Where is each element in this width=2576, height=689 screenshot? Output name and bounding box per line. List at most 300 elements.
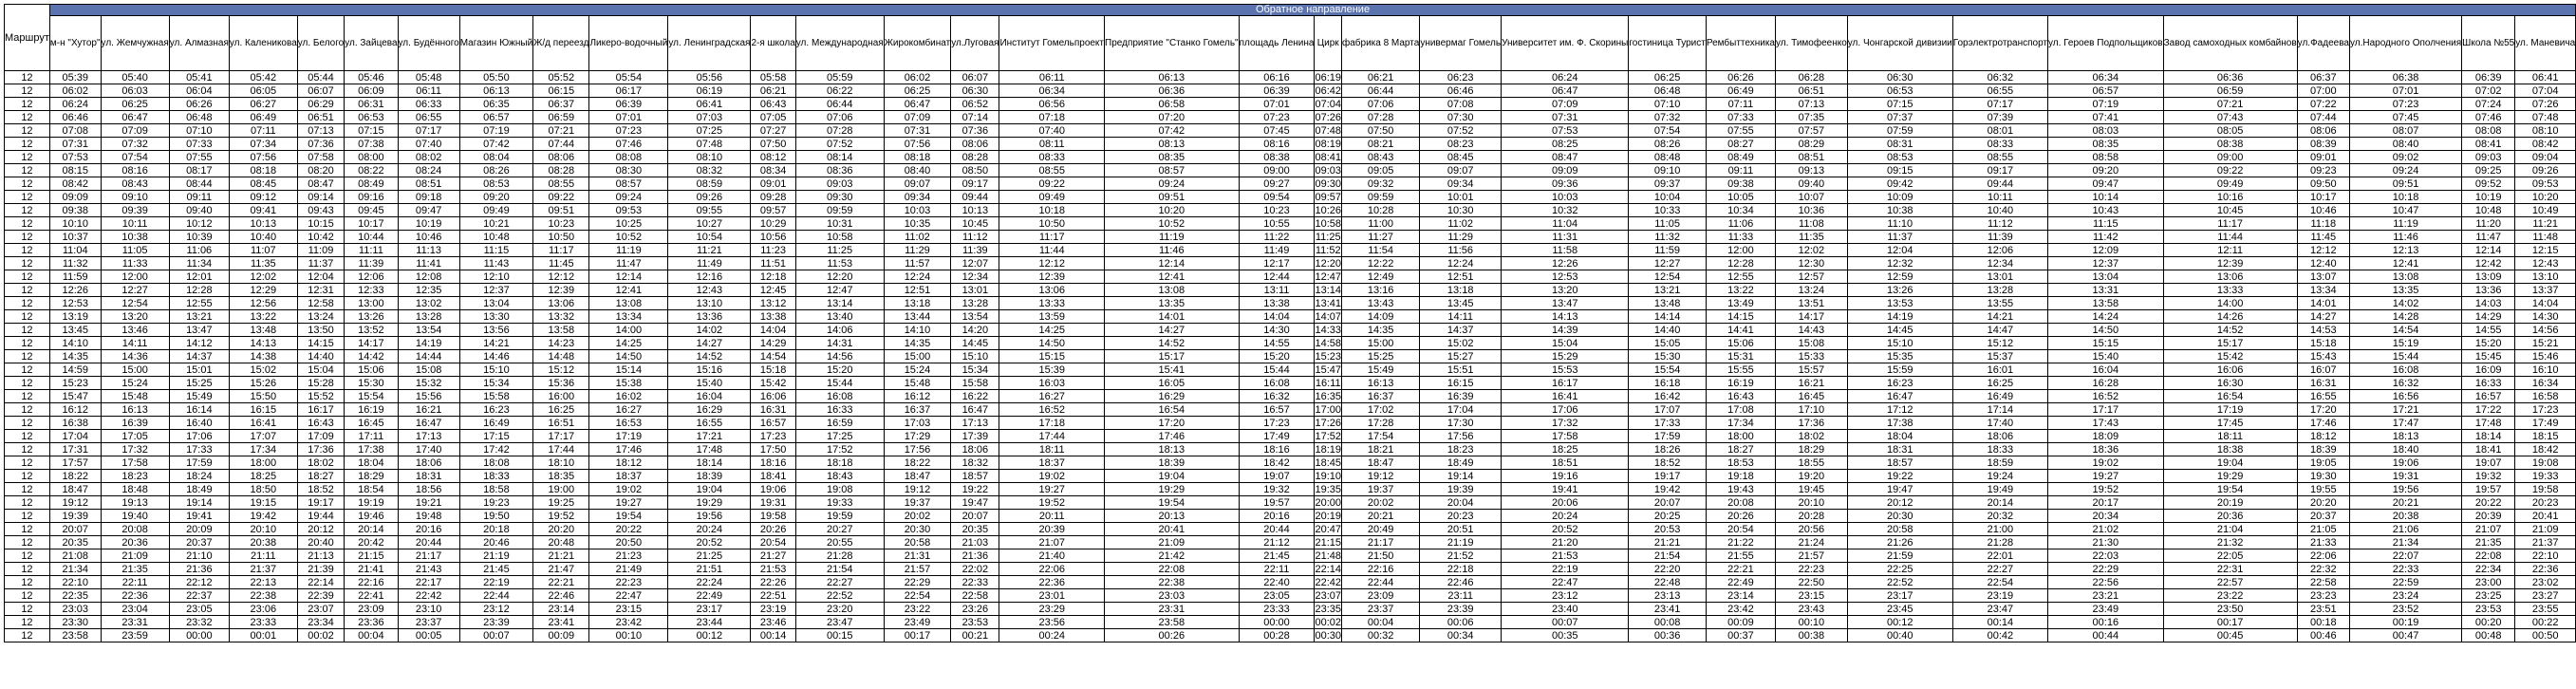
time-cell: 18:06 (951, 443, 999, 456)
time-cell: 06:32 (1952, 71, 2047, 84)
time-cell: 11:21 (668, 244, 751, 257)
time-cell: 06:19 (668, 84, 751, 98)
time-cell: 06:37 (533, 98, 589, 111)
time-cell: 13:52 (345, 324, 398, 337)
time-cell: 08:59 (668, 177, 751, 191)
time-cell: 15:57 (1775, 363, 1847, 377)
time-cell: 11:18 (2297, 217, 2349, 231)
time-cell: 17:57 (49, 456, 101, 470)
time-cell: 19:02 (999, 470, 1105, 483)
time-cell: 15:10 (1847, 337, 1952, 350)
table-row (5, 576, 2576, 589)
time-cell: 22:19 (1502, 563, 1629, 576)
time-cell: 16:00 (533, 390, 589, 403)
time-cell: 20:20 (533, 523, 589, 536)
time-cell: 21:12 (1239, 536, 1315, 549)
time-cell: 20:47 (1315, 523, 1341, 535)
time-cell: 14:37 (1420, 324, 1502, 337)
time-cell: 00:09 (1706, 616, 1775, 629)
time-cell: 20:30 (884, 523, 951, 536)
time-cell: 00:12 (668, 629, 751, 642)
time-cell: 08:33 (999, 151, 1105, 164)
time-cell: 06:39 (2462, 71, 2515, 84)
time-cell: 19:07 (1239, 470, 1315, 483)
time-cell: 13:21 (169, 310, 229, 324)
time-cell: 15:05 (1629, 337, 1707, 350)
time-cell: 23:00 (2462, 576, 2515, 589)
table-row (5, 363, 2576, 377)
time-cell: 12:24 (1420, 257, 1502, 270)
time-cell: 00:44 (2048, 629, 2164, 642)
time-cell: 12:54 (101, 297, 169, 310)
time-cell: 07:25 (668, 124, 751, 138)
time-cell: 14:54 (751, 350, 795, 363)
time-cell: 06:57 (459, 111, 532, 124)
time-cell: 12:02 (1775, 244, 1847, 257)
time-cell: 07:30 (1420, 111, 1502, 124)
stop-header: Жирокомбинат (884, 16, 951, 71)
time-cell: 11:10 (1847, 217, 1952, 231)
time-cell: 14:47 (1952, 324, 2047, 337)
time-cell: 06:07 (951, 71, 999, 84)
time-cell: 21:36 (169, 563, 229, 576)
time-cell: 17:03 (884, 417, 951, 430)
time-cell: 18:02 (1775, 430, 1847, 443)
time-cell: 00:19 (2349, 616, 2461, 629)
time-cell: 00:28 (1239, 629, 1315, 642)
time-cell: 07:46 (589, 138, 668, 151)
time-cell: 17:11 (345, 430, 398, 443)
time-cell: 15:40 (2048, 350, 2164, 363)
time-cell: 13:34 (589, 310, 668, 324)
time-cell: 11:43 (459, 257, 532, 270)
time-cell: 16:57 (751, 417, 795, 430)
time-cell: 06:48 (169, 111, 229, 124)
time-cell: 09:05 (1341, 164, 1419, 177)
time-cell: 17:26 (1315, 417, 1341, 429)
table-row (5, 124, 2576, 138)
time-cell: 09:09 (49, 191, 101, 204)
time-cell: 17:47 (2349, 417, 2461, 430)
stop-header: ул.Народного Ополчения (2349, 16, 2461, 71)
time-cell: 17:50 (751, 443, 795, 456)
time-cell: 23:40 (1502, 603, 1629, 616)
time-cell: 20:38 (2349, 510, 2461, 523)
time-cell: 13:35 (2349, 284, 2461, 297)
time-cell: 22:07 (2349, 549, 2461, 563)
time-cell: 14:50 (999, 337, 1105, 350)
time-cell: 17:29 (884, 430, 951, 443)
time-cell: 07:46 (2462, 111, 2515, 124)
time-cell: 18:39 (2297, 443, 2349, 456)
time-cell: 19:32 (2462, 470, 2515, 483)
time-cell: 15:04 (1502, 337, 1629, 350)
time-cell: 11:35 (1775, 231, 1847, 244)
time-cell: 08:20 (297, 164, 344, 177)
timetable (4, 4, 2576, 642)
time-cell: 00:30 (1315, 629, 1341, 642)
time-cell: 10:01 (1420, 191, 1502, 204)
time-cell: 20:54 (1706, 523, 1775, 536)
stop-header: ул. Белого (297, 16, 344, 71)
time-cell: 19:31 (751, 496, 795, 510)
time-cell: 17:13 (398, 430, 459, 443)
time-cell: 19:02 (589, 483, 668, 496)
time-cell: 13:12 (751, 297, 795, 310)
time-cell: 07:26 (2515, 98, 2576, 111)
table-row (5, 510, 2576, 523)
route-number-cell: 12 (5, 510, 50, 523)
time-cell: 13:46 (101, 324, 169, 337)
time-cell: 16:03 (999, 377, 1105, 390)
time-cell: 10:32 (1502, 204, 1629, 217)
route-number-cell: 12 (5, 164, 50, 177)
time-cell: 14:11 (101, 337, 169, 350)
time-cell: 17:46 (1105, 430, 1240, 443)
time-cell: 00:48 (2462, 629, 2515, 642)
time-cell: 21:27 (751, 549, 795, 563)
time-cell: 12:39 (533, 284, 589, 297)
time-cell: 10:46 (2297, 204, 2349, 217)
time-cell: 21:09 (101, 549, 169, 563)
time-cell: 09:20 (2048, 164, 2164, 177)
time-cell: 21:36 (951, 549, 999, 563)
time-cell: 22:57 (2163, 576, 2297, 589)
time-cell: 23:22 (2163, 589, 2297, 603)
time-cell: 15:02 (229, 363, 297, 377)
timetable-body (5, 71, 2576, 642)
time-cell: 16:56 (2349, 390, 2461, 403)
table-row (5, 589, 2576, 603)
time-cell: 16:31 (2297, 377, 2349, 390)
time-cell: 08:51 (1775, 151, 1847, 164)
time-cell: 20:52 (1502, 523, 1629, 536)
time-cell: 11:54 (1341, 244, 1419, 257)
time-cell: 13:43 (1341, 297, 1419, 310)
time-cell: 13:56 (459, 324, 532, 337)
time-cell: 19:44 (297, 510, 344, 523)
time-cell: 18:59 (1952, 456, 2047, 470)
time-cell: 21:25 (668, 549, 751, 563)
time-cell: 00:24 (999, 629, 1105, 642)
time-cell: 21:53 (751, 563, 795, 576)
time-cell: 07:18 (999, 111, 1105, 124)
time-cell: 16:55 (668, 417, 751, 430)
time-cell: 11:27 (1341, 231, 1419, 244)
time-cell: 05:50 (459, 71, 532, 84)
time-cell: 08:50 (951, 164, 999, 177)
time-cell: 06:30 (1847, 71, 1952, 84)
time-cell: 14:48 (533, 350, 589, 363)
time-cell: 09:27 (1239, 177, 1315, 191)
time-cell: 10:58 (795, 231, 884, 244)
time-cell: 21:20 (1502, 536, 1629, 549)
route-number-cell: 12 (5, 589, 50, 603)
time-cell: 20:00 (1315, 496, 1341, 509)
time-cell: 19:52 (533, 510, 589, 523)
time-cell: 19:29 (1105, 483, 1240, 496)
time-cell: 18:13 (1105, 443, 1240, 456)
time-cell: 15:15 (2048, 337, 2164, 350)
route-number-cell: 12 (5, 191, 50, 204)
time-cell: 16:52 (999, 403, 1105, 417)
time-cell: 00:18 (2297, 616, 2349, 629)
time-cell: 15:31 (1706, 350, 1775, 363)
time-cell: 07:45 (1239, 124, 1315, 138)
time-cell: 11:46 (1105, 244, 1240, 257)
time-cell: 22:27 (795, 576, 884, 589)
time-cell: 19:37 (884, 496, 951, 510)
time-cell: 09:57 (1315, 191, 1341, 203)
time-cell: 00:46 (2297, 629, 2349, 642)
time-cell: 20:44 (398, 536, 459, 549)
route-number-cell: 12 (5, 576, 50, 589)
route-number-cell: 12 (5, 231, 50, 244)
time-cell: 21:52 (1420, 549, 1502, 563)
time-cell: 15:27 (1420, 350, 1502, 363)
time-cell: 08:27 (1706, 138, 1775, 151)
time-cell: 16:55 (2297, 390, 2349, 403)
time-cell: 19:50 (459, 510, 532, 523)
time-cell: 08:51 (398, 177, 459, 191)
time-cell: 11:17 (533, 244, 589, 257)
time-cell: 08:10 (668, 151, 751, 164)
time-cell: 20:04 (1420, 496, 1502, 510)
table-row (5, 549, 2576, 563)
time-cell: 17:13 (951, 417, 999, 430)
time-cell: 12:20 (795, 270, 884, 284)
time-cell: 17:10 (1775, 403, 1847, 417)
time-cell: 22:39 (297, 589, 344, 603)
time-cell: 10:40 (1952, 204, 2047, 217)
time-cell: 15:47 (49, 390, 101, 403)
time-cell: 16:11 (1315, 377, 1341, 389)
time-cell: 14:07 (1315, 310, 1341, 323)
time-cell: 23:29 (999, 603, 1105, 616)
time-cell: 11:06 (169, 244, 229, 257)
time-cell: 18:09 (2048, 430, 2164, 443)
time-cell: 19:22 (1847, 470, 1952, 483)
time-cell: 10:13 (229, 217, 297, 231)
time-cell: 12:37 (2048, 257, 2164, 270)
time-cell: 06:25 (101, 98, 169, 111)
time-cell: 16:38 (49, 417, 101, 430)
time-cell: 15:08 (1775, 337, 1847, 350)
time-cell: 14:26 (2163, 310, 2297, 324)
table-row (5, 297, 2576, 310)
table-row (5, 98, 2576, 111)
time-cell: 10:03 (1502, 191, 1629, 204)
time-cell: 19:24 (1952, 470, 2047, 483)
table-row (5, 204, 2576, 217)
time-cell: 23:47 (1952, 603, 2047, 616)
time-cell: 22:42 (398, 589, 459, 603)
time-cell: 18:39 (668, 470, 751, 483)
time-cell: 17:09 (297, 430, 344, 443)
time-cell: 22:24 (668, 576, 751, 589)
time-cell: 08:45 (1420, 151, 1502, 164)
time-cell: 11:32 (49, 257, 101, 270)
time-cell: 19:56 (2349, 483, 2461, 496)
time-cell: 15:00 (101, 363, 169, 377)
time-cell: 09:07 (884, 177, 951, 191)
time-cell: 16:23 (1847, 377, 1952, 390)
time-cell: 12:27 (101, 284, 169, 297)
time-cell: 23:59 (101, 629, 169, 642)
time-cell: 19:47 (1847, 483, 1952, 496)
time-cell: 00:26 (1105, 629, 1240, 642)
time-cell: 06:17 (589, 84, 668, 98)
route-column-header: Маршрут (5, 5, 50, 71)
time-cell: 08:57 (589, 177, 668, 191)
time-cell: 15:35 (1847, 350, 1952, 363)
time-cell: 18:02 (297, 456, 344, 470)
time-cell: 22:46 (533, 589, 589, 603)
time-cell: 20:46 (459, 536, 532, 549)
time-cell: 23:14 (533, 603, 589, 616)
time-cell: 12:47 (1315, 270, 1341, 283)
time-cell: 13:07 (2297, 270, 2349, 284)
time-cell: 11:46 (2349, 231, 2461, 244)
time-cell: 15:01 (169, 363, 229, 377)
time-cell: 19:10 (1315, 470, 1341, 482)
time-cell: 21:21 (1629, 536, 1707, 549)
time-cell: 00:02 (297, 629, 344, 642)
time-cell: 10:14 (2048, 191, 2164, 204)
time-cell: 18:51 (1502, 456, 1629, 470)
time-cell: 21:17 (1341, 536, 1419, 549)
time-cell: 09:22 (2163, 164, 2297, 177)
stop-header: 2-я школа (751, 16, 795, 71)
time-cell: 06:13 (1105, 71, 1240, 84)
time-cell: 10:31 (795, 217, 884, 231)
time-cell: 08:43 (1341, 151, 1419, 164)
time-cell: 10:17 (2297, 191, 2349, 204)
time-cell: 12:56 (229, 297, 297, 310)
time-cell: 12:54 (1629, 270, 1707, 284)
time-cell: 07:41 (2048, 111, 2164, 124)
time-cell: 09:22 (533, 191, 589, 204)
time-cell: 13:10 (668, 297, 751, 310)
time-cell: 16:21 (398, 403, 459, 417)
time-cell: 06:04 (169, 84, 229, 98)
time-cell: 05:58 (751, 71, 795, 84)
time-cell: 17:36 (297, 443, 344, 456)
time-cell: 13:22 (229, 310, 297, 324)
time-cell: 15:29 (1502, 350, 1629, 363)
time-cell: 22:14 (297, 576, 344, 589)
time-cell: 16:41 (1502, 390, 1629, 403)
time-cell: 09:30 (795, 191, 884, 204)
time-cell: 23:31 (101, 616, 169, 629)
time-cell: 11:20 (2462, 217, 2515, 231)
time-cell: 13:26 (1847, 284, 1952, 297)
time-cell: 13:48 (1629, 297, 1707, 310)
time-cell: 14:04 (751, 324, 795, 337)
time-cell: 16:14 (169, 403, 229, 417)
time-cell: 21:49 (589, 563, 668, 576)
time-cell: 17:34 (1706, 417, 1775, 430)
time-cell: 21:40 (999, 549, 1105, 563)
time-cell: 07:19 (459, 124, 532, 138)
time-cell: 07:53 (1502, 124, 1629, 138)
time-cell: 13:20 (1502, 284, 1629, 297)
time-cell: 17:20 (1105, 417, 1240, 430)
time-cell: 18:55 (1775, 456, 1847, 470)
time-cell: 11:25 (795, 244, 884, 257)
time-cell: 12:49 (1341, 270, 1419, 284)
route-number-cell: 12 (5, 284, 50, 297)
time-cell: 21:35 (2462, 536, 2515, 549)
time-cell: 07:40 (999, 124, 1105, 138)
table-row (5, 284, 2576, 297)
time-cell: 08:11 (999, 138, 1105, 151)
time-cell: 10:25 (589, 217, 668, 231)
time-cell: 22:14 (1315, 563, 1341, 575)
time-cell: 12:41 (1105, 270, 1240, 284)
time-cell: 08:28 (533, 164, 589, 177)
table-row (5, 350, 2576, 363)
timetable-container (4, 4, 2576, 642)
time-cell: 15:17 (1105, 350, 1240, 363)
time-cell: 06:48 (1629, 84, 1707, 98)
time-cell: 23:33 (229, 616, 297, 629)
time-cell: 09:26 (668, 191, 751, 204)
time-cell: 07:26 (1315, 111, 1341, 123)
time-cell: 19:58 (2515, 483, 2576, 496)
time-cell: 08:24 (398, 164, 459, 177)
time-cell: 10:17 (345, 217, 398, 231)
route-number-cell: 12 (5, 629, 50, 642)
time-cell: 12:26 (49, 284, 101, 297)
time-cell: 07:15 (1847, 98, 1952, 111)
time-cell: 16:13 (1341, 377, 1419, 390)
time-cell: 11:39 (1952, 231, 2047, 244)
time-cell: 09:24 (1105, 177, 1240, 191)
time-cell: 18:29 (345, 470, 398, 483)
time-cell: 19:27 (2048, 470, 2164, 483)
time-cell: 00:15 (795, 629, 884, 642)
time-cell: 06:15 (533, 84, 589, 98)
time-cell: 20:23 (1420, 510, 1502, 523)
time-cell: 15:59 (1847, 363, 1952, 377)
time-cell: 10:04 (1629, 191, 1707, 204)
time-cell: 06:31 (345, 98, 398, 111)
time-cell: 19:16 (1502, 470, 1629, 483)
time-cell: 21:07 (999, 536, 1105, 549)
time-cell: 09:18 (398, 191, 459, 204)
time-cell: 13:51 (1775, 297, 1847, 310)
time-cell: 13:37 (2515, 284, 2576, 297)
time-cell: 17:21 (2349, 403, 2461, 417)
route-number-cell: 12 (5, 204, 50, 217)
time-cell: 17:04 (49, 430, 101, 443)
time-cell: 05:46 (345, 71, 398, 84)
time-cell: 11:17 (2163, 217, 2297, 231)
time-cell: 15:40 (668, 377, 751, 390)
time-cell: 13:30 (459, 310, 532, 324)
stop-header: ул. Маневича (2515, 16, 2576, 71)
time-cell: 09:32 (1341, 177, 1419, 191)
time-cell: 19:23 (459, 496, 532, 510)
time-cell: 20:24 (1502, 510, 1629, 523)
time-cell: 07:05 (751, 111, 795, 124)
time-cell: 23:13 (1629, 589, 1707, 603)
stop-header: фабрика 8 Марта (1341, 16, 1419, 71)
time-cell: 06:11 (999, 71, 1105, 84)
time-cell: 20:02 (1341, 496, 1419, 510)
time-cell: 05:54 (589, 71, 668, 84)
